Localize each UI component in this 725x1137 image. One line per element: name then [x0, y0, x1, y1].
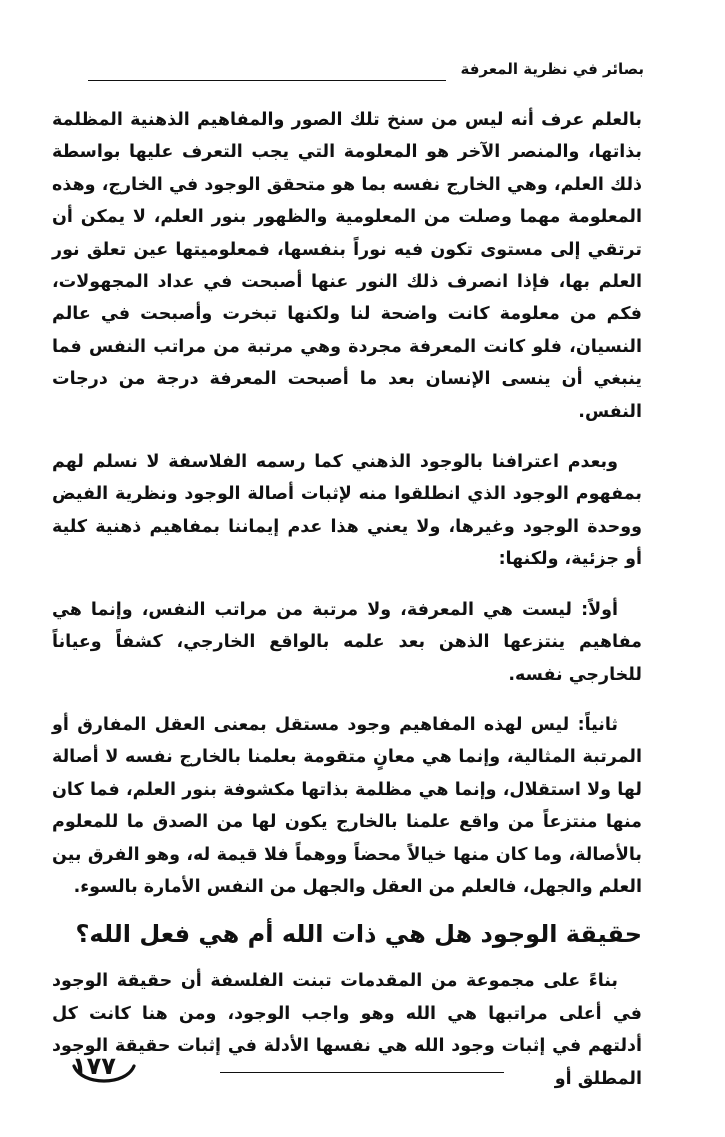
paragraph: وبعدم اعترافنا بالوجود الذهني كما رسمه الفلاسفة لا نسلم لهم بمفهوم الوجود الذي انطلقوا منه لإثبات أصالة الوجود ونظرية الفيض ووحدة الوجود وغيرها، ولا يعني هذا عدم إيماننا بمفاهيم ذهنية كلية أو جزئية، ولكنها:	[52, 452, 642, 570]
header-rule	[88, 80, 446, 81]
section-heading: حقيقة الوجود هل هي ذات الله أم هي فعل الله؟	[75, 920, 642, 949]
running-header	[88, 58, 644, 90]
paragraph: بالعلم عرف أنه ليس من سنخ تلك الصور والمفاهيم الذهنية المظلمة بذاتها، والمنصر الآخر هو المعلومة التي يجب التعرف عليها بواسطة ذلك العلم، وهي الخارج نفسه بما هو متحقق الوجود في الخارج، وهذه المعلومة مهما وصلت من المعلومية والظهور بنور العلم، لا يمكن أن ترتقي إلى مستوى تكون فيه نوراً بنفسها، فمعلوميتها عين تعلق نور العلم بها، فإذا انصرف ذلك النور عنها أصبحت في عداد المجهولات، فكم من معلومة كانت واضحة لنا ولكنها تبخرت وأصبحت في عالم النسيان، فلو كانت المعرفة مجردة وهي مرتبة من مراتب النفس فما ينبغي أن ينسى الإنسان بعد ما أصبحت المعرفة درجة من درجات النفس.	[52, 110, 642, 422]
page-number: ١٧٧	[72, 1052, 116, 1080]
footer-rule	[220, 1072, 504, 1073]
paragraph: بناءً على مجموعة من المقدمات تبنت الفلسفة أن حقيقة الوجود في أعلى مراتبها هي الله وهو واجب الوجود، ومن هنا كانت كل أدلتهم في إثبات وجود الله هي نفسها الأدلة في إثبات حقيقة الوجود المطلق أو	[52, 971, 642, 1089]
page-body	[52, 104, 642, 1095]
paragraph: أولاً: ليست هي المعرفة، ولا مرتبة من مراتب النفس، وإنما هي مفاهيم ينتزعها الذهن بعد علمه بالواقع الخارجي، كشفاً وعياناً للخارجي نفسه.	[52, 599, 642, 685]
running-title: بصائر في نظرية المعرفة	[460, 60, 644, 78]
page-number-ornament-icon	[68, 1062, 140, 1088]
paragraph: ثانياً: ليس لهذه المفاهيم وجود مستقل بمعنى العقل المفارق أو المرتبة المثالية، وإنما هي معانٍ متقومة بعلمنا بالخارج نفسه لا أصالة لها ولا استقلال، وإنما هي مظلمة بذاتها مكشوفة بنور العلم، فما كان منها منتزعاً من واقع علمنا بالخارج يكون لها من الصدق ما للمعلوم بالأصالة، وما كان منها خيالاً محضاً ووهماً فلا قيمة له، وهو الفرق بين العلم والجهل، فالعلم من العقل والجهل من النفس الأمارة بالسوء.	[52, 714, 642, 897]
